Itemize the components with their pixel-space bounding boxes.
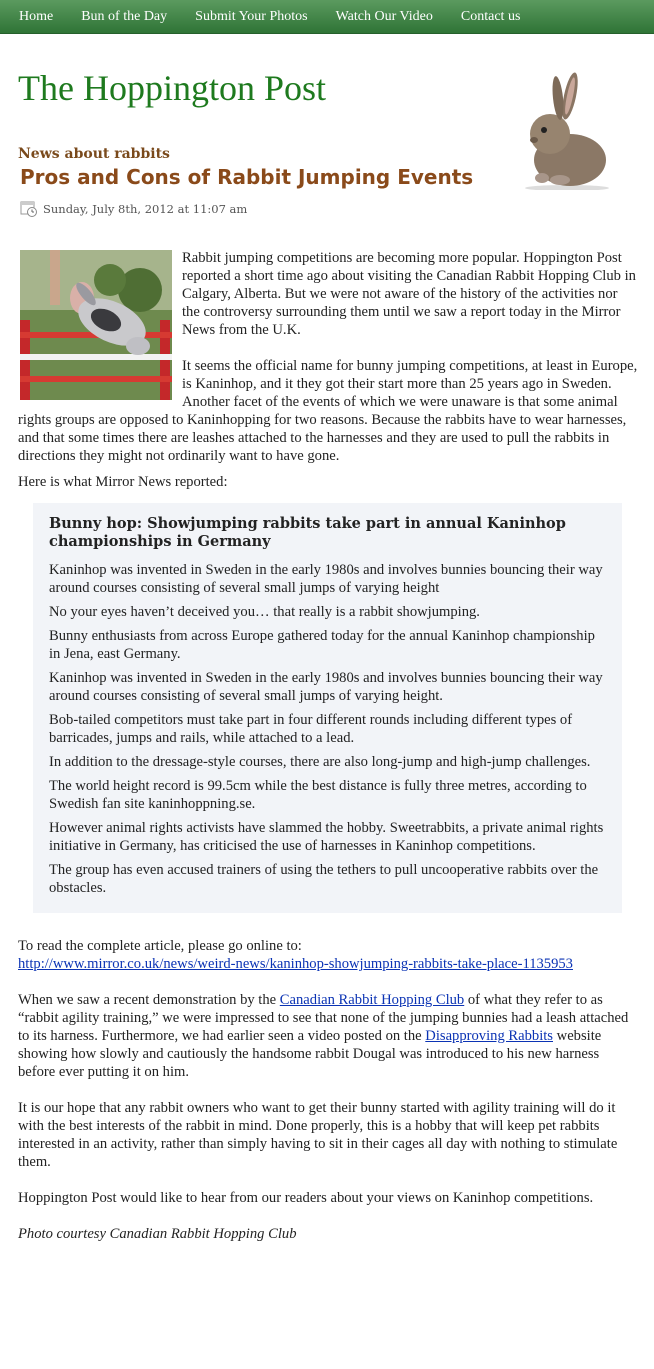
nav-bun-of-the-day[interactable]: Bun of the Day bbox=[81, 8, 168, 24]
quote-paragraph: Kaninhop was invented in Sweden in the early 1980s and involves bunnies bouncing their way around courses consisting of several small jumps of varying height. bbox=[49, 670, 603, 704]
paragraph-6: It is our hope that any rabbit owners who want to get their bunny started with agility training will do it with the best interests of the rabbit in mind. Done properly, this is a hobby that will keep pet rabbits interested in an activity, rather than simply having to sit in their cages all day with nothing to stimulate them. bbox=[18, 1100, 618, 1170]
post-content bbox=[18, 249, 638, 1261]
nav-submit-photos[interactable]: Submit Your Photos bbox=[195, 8, 308, 24]
quote-paragraph: The world height record is 99.5cm while the best distance is fully three metres, according to Swedish fan site kaninhoppning.se. bbox=[49, 778, 587, 812]
rabbit-jumping-photo bbox=[20, 250, 172, 400]
quote-heading: Bunny hop: Showjumping rabbits take part in annual Kaninhop championships in Germany bbox=[49, 515, 566, 550]
paragraph-4 bbox=[18, 937, 638, 973]
top-nav bbox=[0, 0, 654, 34]
quote-paragraph: Bunny enthusiasts from across Europe gathered today for the annual Kaninhop championship in Jena, east Germany. bbox=[49, 628, 595, 662]
mirror-article-link[interactable]: http://www.mirror.co.uk/news/weird-news/kaninhop-showjumping-rabbits-take-place-1135953 bbox=[18, 956, 573, 972]
quoted-article bbox=[33, 503, 622, 913]
nav-watch-video[interactable]: Watch Our Video bbox=[335, 8, 433, 24]
nav-home[interactable]: Home bbox=[19, 8, 54, 24]
rabbit-logo-image bbox=[520, 72, 614, 190]
article-link-intro: To read the complete article, please go online to: bbox=[18, 938, 302, 954]
canadian-rabbit-hopping-club-link[interactable]: Canadian Rabbit Hopping Club bbox=[279, 992, 465, 1008]
paragraph-5-text-b: of what they refer to as “rabbit agility training,” we were impressed to see that none of the jumping bunnies had a leash attached to its harness. Furthermore, we had earlier seen a video posted on the bbox=[18, 992, 629, 1044]
paragraph-1: Rabbit jumping competitions are becoming more popular. Hoppington Post reported a short time ago about visiting the Canadian Rabbit Hopping Club in Calgary, Alberta. But we were not aware of the history of the activities nor the controversy surrounding them until we saw a report today in the Mirror News from the U.K. bbox=[182, 250, 636, 338]
paragraph-5 bbox=[18, 991, 638, 1081]
post-meta bbox=[20, 200, 247, 217]
quote-paragraph: Bob-tailed competitors must take part in four different rounds including different types of barricades, jumps and rails, while attached to a lead. bbox=[49, 712, 573, 746]
quote-paragraph: Kaninhop was invented in Sweden in the early 1980s and involves bunnies bouncing their way around courses consisting of several small jumps of varying height bbox=[49, 562, 603, 596]
paragraph-5-text-c: website showing how slowly and cautiously the handsome rabbit Dougal was introduced to his new harness before ever putting it on him. bbox=[18, 1028, 602, 1080]
site-header bbox=[0, 34, 654, 162]
site-tagline: News about rabbits bbox=[18, 146, 170, 162]
quote-paragraph: No your eyes haven’t deceived you… that really is a rabbit showjumping. bbox=[49, 604, 480, 620]
paragraph-5-text-a: When we saw a recent demonstration by the bbox=[18, 992, 280, 1008]
quote-paragraph: The group has even accused trainers of using the tethers to pull uncooperative rabbits over the obstacles. bbox=[49, 862, 599, 896]
photo-credit: Photo courtesy Canadian Rabbit Hopping Club bbox=[18, 1226, 297, 1242]
quote-paragraph: However animal rights activists have slammed the hobby. Sweetrabbits, a private animal rights initiative in Germany, has criticised the use of harnesses in Kaninhop competitions. bbox=[49, 820, 604, 854]
nav-contact-us[interactable]: Contact us bbox=[460, 8, 521, 24]
calendar-clock-icon bbox=[20, 200, 37, 217]
paragraph-3: Here is what Mirror News reported: bbox=[18, 474, 228, 490]
disapproving-rabbits-link[interactable]: Disapproving Rabbits bbox=[425, 1028, 553, 1044]
paragraph-2: It seems the official name for bunny jumping competitions, at least in Europe, is Kaninhop, and it they got their start more than 25 years ago in Sweden. Another facet of the events of which we were unaware is that some animal rights groups are opposed to Kaninhopping for two reasons. Because the rabbits have to wear harnesses, and that some times there are leashes attached to the harnesses and they are used to pull the rabbits in directions they might not ordinarily want to have gone. bbox=[18, 358, 638, 464]
post-date: Sunday, July 8th, 2012 at 11:07 am bbox=[43, 201, 248, 216]
paragraph-7: Hoppington Post would like to hear from our readers about your views on Kaninhop competitions. bbox=[18, 1190, 594, 1206]
site-title[interactable]: The Hoppington Post bbox=[18, 68, 327, 108]
quote-paragraph: In addition to the dressage-style courses, there are also long-jump and high-jump challenges. bbox=[49, 754, 591, 770]
post-title[interactable]: Pros and Cons of Rabbit Jumping Events bbox=[20, 165, 474, 189]
